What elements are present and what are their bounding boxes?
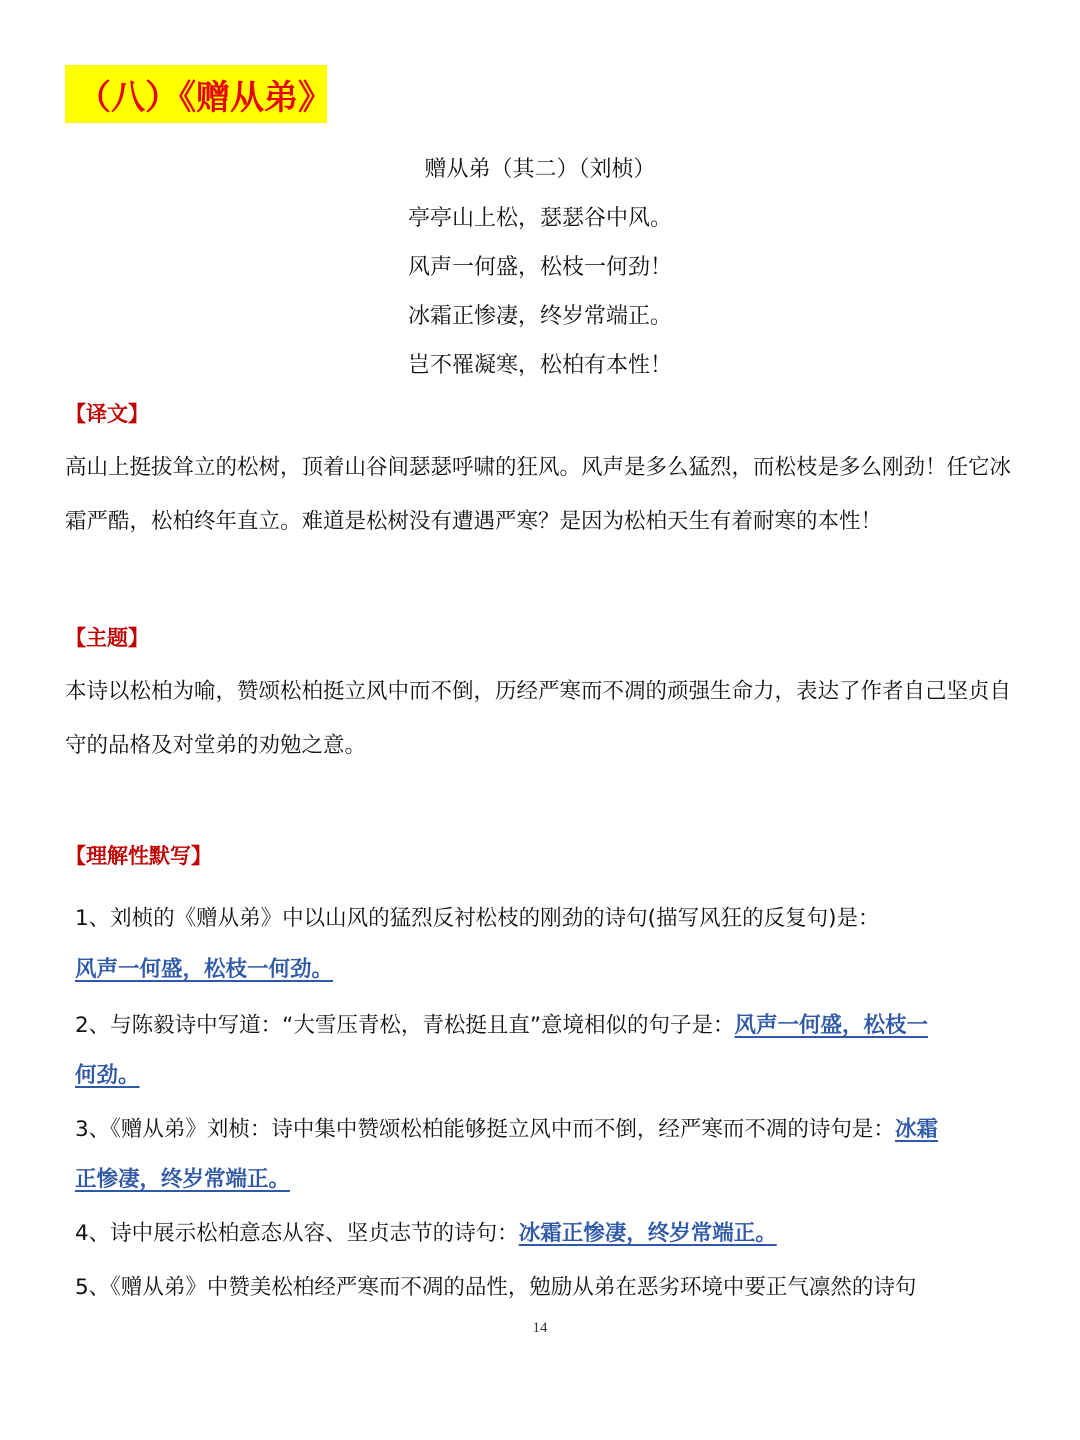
page-number: 14 [532, 1320, 548, 1336]
theme-heading: 【主题】 [65, 626, 149, 650]
translation-text [65, 441, 1025, 549]
poem-line-2: 风声一何盛，松枝一何劲！ [407, 255, 672, 280]
poem-line-1: 亭亭山上松，瑟瑟谷中风。 [407, 206, 672, 231]
translation-line-2: 霜严酷，松柏终年直立。难道是松树没有遭遇严寒？是因为松柏天生有着耐寒的本性！ [65, 509, 883, 534]
answer-3-line [75, 1162, 290, 1193]
theme-line-2: 守的品格及对堂弟的劝勉之意。 [65, 733, 367, 758]
answer-4: 冰霜正惨凄，终岁常端正。 [518, 1221, 777, 1246]
poem-line-4: 岂不罹凝寒，松柏有本性！ [407, 353, 672, 378]
question-3-text: 3、《赠从弟》刘桢：诗中集中赞颂松柏能够挺立风中而不倒，经严寒而不凋的诗句是： [75, 1117, 895, 1142]
question-1: 1、刘桢的《赠从弟》中以山风的猛烈反衬松枝的刚劲的诗句(描写风狂的反复句)是： [75, 906, 880, 931]
answer-1-line [75, 952, 333, 983]
poem-heading: 赠从弟（其二）（刘桢） [424, 157, 656, 182]
poem-block [0, 150, 1080, 395]
title-banner [65, 65, 332, 123]
theme-text [65, 665, 1025, 773]
poem-line-3: 冰霜正惨凄，终岁常端正。 [407, 304, 672, 329]
answer-2-part-a: 风声一何盛，松枝一 [734, 1013, 928, 1038]
question-5: 5、《赠从弟》中赞美松柏经严寒而不凋的品性，勉励从弟在恶劣环境中要正气凛然的诗句 [75, 1275, 917, 1300]
translation-heading: 【译文】 [65, 402, 149, 426]
question-2 [75, 1008, 928, 1039]
answer-3-part-a: 冰霜 [894, 1117, 938, 1142]
answer-3-part-b: 正惨凄，终岁常端正。 [75, 1167, 291, 1192]
answer-2-part-b: 何劲。 [75, 1063, 140, 1088]
theme-line-1: 本诗以松柏为喻，赞颂松柏挺立风中而不倒，历经严寒而不凋的顽强生命力，表达了作者自己坚贞自 [65, 679, 1012, 704]
answer-1: 风声一何盛，松枝一何劲。 [75, 957, 334, 982]
translation-line-1: 高山上挺拔耸立的松树，顶着山谷间瑟瑟呼啸的狂风。风声是多么猛烈，而松枝是多么刚劲！任它冰 [65, 455, 1012, 480]
question-4-text: 4、诗中展示松柏意态从容、坚贞志节的诗句： [75, 1221, 519, 1246]
question-3 [75, 1112, 938, 1143]
answer-2-line [75, 1058, 140, 1089]
question-2-text: 2、与陈毅诗中写道：“大雪压青松，青松挺且直”意境相似的句子是： [75, 1013, 735, 1038]
question-4 [75, 1216, 777, 1247]
dictation-heading: 【理解性默写】 [65, 844, 212, 868]
page-title: （八）《赠从弟》 [77, 77, 332, 118]
